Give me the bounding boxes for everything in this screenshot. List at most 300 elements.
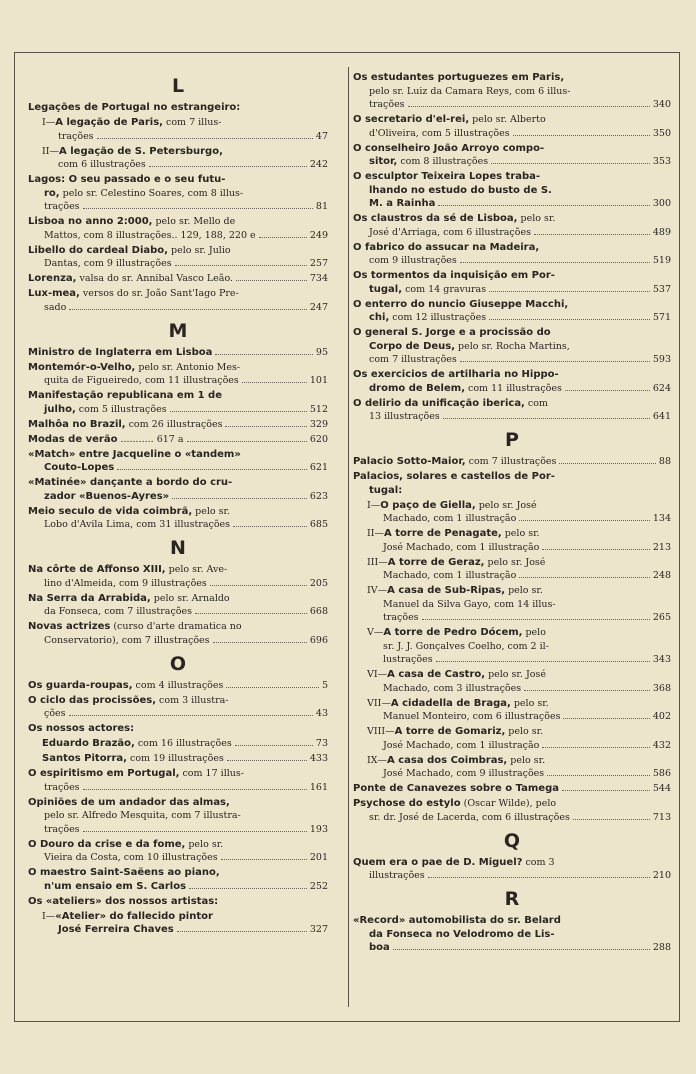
index-entry [353,212,671,239]
page-number: 327 [309,924,328,935]
entry-title: O paço de Giella, [380,499,476,511]
page-number: 624 [652,382,671,394]
entry-rest: com 3 illustra- [156,694,229,706]
dot-leader [408,100,650,107]
page-number: 350 [652,127,671,139]
page-number: 519 [652,255,671,266]
entry-prefix: I— [42,910,56,922]
entry-line [353,470,671,484]
entry-title: A cidadella de Braga, [390,697,511,709]
page-number: 621 [309,462,328,473]
entry-line [28,518,328,532]
entry-title: Palacio Sotto-Maior, [353,456,466,467]
entry-title: sitor, [369,156,398,167]
page-number: 340 [652,99,671,110]
entry-line [28,433,328,447]
dot-leader [69,303,307,310]
entry-rest: lustrações [383,654,433,665]
entry-title: Os exercicios de artilharia no Hippo- [353,369,559,380]
entry-rest: pelo sr. Alfredo Mesquita, com 7 illustra- [44,810,241,821]
entry-title: A casa de Castro, [387,669,486,680]
index-entry [28,173,328,214]
index-section [28,71,328,314]
entry-rest: (Oscar Wilde), pelo [460,798,557,809]
entry-title: Libello do cardeal Diabo, [28,244,168,256]
entry-line [42,130,328,144]
entry-rest: pelo sr. Celestino Soares, com 8 illus- [59,187,244,199]
index-entry [28,767,328,794]
entry-line [367,584,671,598]
index-subentry [353,697,671,724]
dot-leader [83,783,307,790]
entry-rest: com 7 illustrações [369,354,457,365]
page-number: 571 [652,312,671,323]
entry-title: zador «Buenos-Ayres» [44,490,170,502]
dot-leader [542,741,650,748]
entry-rest: Manuel Monteiro, com 6 illustrações [383,711,561,722]
index-entry [28,389,328,416]
entry-line [28,866,328,880]
entry-title: A torre de Penagate, [384,528,502,539]
entry-title: boa [369,942,390,953]
index-entry [28,272,328,286]
entry-line [353,410,671,424]
entry-line [367,767,671,781]
entry-rest: sr. J. J. Gonçalves Coelho, com 2 il- [383,640,549,652]
entry-line [28,634,328,648]
entry-title: tugal, [369,283,403,295]
entry-rest: com 5 illustrações [75,403,167,415]
entry-line [28,490,328,504]
index-section [353,425,671,824]
entry-title: ro, [44,187,60,199]
entry-rest: pelo sr. [505,726,544,737]
index-entry [28,101,328,115]
index-entry [28,505,328,532]
entry-rest: pelo sr. Antonio Mes- [135,361,241,373]
entry-rest: com 19 illustrações [126,753,224,764]
entry-line [367,611,671,625]
entry-title: Lux-mea, [28,288,80,299]
entry-rest: pelo sr. Rocha Martins, [455,340,570,352]
index-entry [28,418,328,432]
entry-rest: Machado, com 1 illustração [383,513,517,524]
dot-leader [172,492,307,499]
dot-leader [170,405,307,412]
entry-rest: José Machado, com 9 illustrações [383,768,545,779]
index-entry [28,346,328,360]
entry-title: Corpo de Deus, [369,340,456,352]
entry-title: Modas de verão [28,433,118,445]
page-number: 248 [652,570,671,581]
entry-line [28,476,328,490]
entry-line [28,722,328,736]
entry-line [28,173,328,187]
entry-rest: trações [44,201,80,212]
entry-line [42,923,328,937]
index-entry [28,620,328,647]
index-entry [353,455,671,469]
page-number: 734 [309,273,328,284]
index-section [353,71,671,424]
page-number: 402 [652,711,671,722]
entry-line [28,272,328,286]
entry-line [28,448,328,462]
page-number: 537 [652,283,671,295]
entry-line [28,605,328,619]
entry-rest: Machado, com 3 illustrações [383,682,522,694]
entry-line [367,527,671,541]
entry-rest: pelo sr. Mello de [152,216,236,227]
entry-rest: (curso d'arte dramatica no [110,621,242,632]
dot-leader [460,256,650,263]
entry-title: «Atelier» do fallecido pintor [55,910,213,922]
entry-rest: com [524,397,548,409]
entry-line [28,346,328,360]
entry-rest: pelo sr. José [484,556,546,568]
page-number: 88 [658,456,671,467]
dot-leader [226,681,319,688]
entry-line [367,697,671,711]
entry-rest: pelo sr. [507,754,546,766]
entry-line [28,809,328,823]
entry-line [353,170,671,184]
index-entry [353,269,671,296]
dot-leader [149,160,307,167]
entry-title: Palacios, solares e castellos de Por- [353,471,555,482]
entry-line [353,254,671,268]
dot-leader [221,853,307,860]
entry-rest: pelo sr. [510,697,549,709]
entry-rest: valsa do sr. Annibal Vasco Leão. [76,273,234,284]
entry-title: Os tormentos da inquisição em Por- [353,270,555,281]
dot-leader [189,882,307,889]
entry-title: Quem era o pae de D. Miguel? [353,856,523,868]
entry-rest: pelo sr. Alberto [469,114,546,125]
entry-line [353,269,671,283]
entry-title: A torre de Pedro Dócem, [383,627,523,638]
dot-leader [242,376,307,383]
entry-line [353,71,671,85]
entry-title: A legação de S. Petersburgo, [59,145,223,157]
entry-line [367,653,671,667]
index-subentry [28,145,328,172]
entry-line [28,229,328,243]
entry-line [353,869,671,883]
dot-leader [213,636,307,643]
dot-leader [542,543,650,550]
entry-rest: com 11 illustrações [465,382,562,394]
dot-leader [460,355,650,362]
index-entry [353,368,671,395]
entry-line [353,142,671,156]
entry-line [28,287,328,301]
entry-line [367,668,671,682]
index-entry [28,722,328,736]
entry-line [28,823,328,837]
entry-line [367,569,671,583]
index-entry [28,866,328,893]
dot-leader [210,579,307,586]
section-letter: N [170,537,186,559]
entry-line [28,781,328,795]
index-entry [353,71,671,112]
page-number: 368 [652,682,671,694]
index-subentry [353,754,671,781]
entry-title: O Douro da crise e da fome, [28,838,186,850]
entry-title: José Ferreira Chaves [58,924,174,935]
index-entry [28,563,328,590]
entry-prefix: VI— [367,669,388,680]
index-subentry [353,527,671,554]
entry-line [28,796,328,810]
entry-line [353,155,671,169]
index-subentry [353,556,671,583]
entry-title: Na côrte de Affonso XIII, [28,564,166,575]
entry-title: «Match» entre Jacqueline o «tandem» [28,448,241,460]
dot-leader [524,684,650,691]
entry-line [367,739,671,753]
entry-line [353,241,671,255]
entry-line [42,116,328,130]
index-subentry [353,725,671,752]
page-number: 433 [309,753,328,764]
entry-line [28,374,328,388]
entry-rest: Dantas, com 9 illustrações [44,258,172,269]
dot-leader [513,129,650,136]
entry-line [28,851,328,865]
entry-title: Lagos: O seu passado e o seu futu- [28,174,226,185]
entry-title: Psychose do estylo [353,798,461,809]
page-number: 95 [315,346,328,358]
entry-title: Montemór-o-Velho, [28,361,136,373]
entry-line [353,397,671,411]
index-entry [28,679,328,693]
entry-title: O fabrico do assucar na Madeira, [353,241,540,253]
entry-line [28,592,328,606]
index-entry [353,797,671,824]
index-entry [353,914,671,955]
index-entry [28,476,328,503]
page-number: 161 [309,781,328,793]
entry-line [28,200,328,214]
dot-leader [215,348,313,355]
entry-line [353,226,671,240]
entry-rest: ções [44,708,66,719]
index-subentry [353,499,671,526]
dot-leader [563,712,649,719]
entry-rest: José d'Arriaga, com 6 illustrações [369,226,531,238]
entry-line [28,361,328,375]
entry-rest: com 7 illus- [162,117,222,128]
entry-prefix: VII— [367,697,391,709]
entry-line [28,707,328,721]
page-number: 193 [309,823,328,835]
page-number: 512 [309,403,328,415]
entry-prefix: III— [367,556,388,568]
entry-prefix: VIII— [367,726,395,737]
entry-line [353,197,671,211]
entry-rest: com 9 illustrações [369,255,457,266]
index-entry [353,397,671,424]
page-number: 620 [309,433,328,445]
entry-title: Eduardo Brazão, [42,738,135,749]
page-number: 249 [309,229,328,241]
entry-line [28,694,328,708]
entry-rest: Machado, com 1 illustração [383,570,517,581]
dot-leader [227,754,307,761]
entry-line [28,389,328,403]
entry-prefix: II— [367,528,385,539]
dot-leader [235,739,313,746]
section-letter: O [169,652,187,675]
entry-line [353,85,671,99]
entry-title: Couto-Lopes [44,462,115,473]
right-column [353,71,671,956]
dot-leader [519,571,650,578]
entry-line [28,301,328,315]
entry-line [353,856,671,870]
entry-rest: com 12 illustrações [389,312,487,323]
entry-line [353,184,671,198]
entry-title: Meio seculo de vida coimbrã, [28,505,193,517]
page-number: 47 [315,130,328,142]
entry-line [353,811,671,825]
dot-leader [573,813,650,820]
entry-rest: pelo sr. Ave- [165,564,228,575]
entry-prefix: I— [367,499,381,511]
page-number: 242 [309,159,328,170]
left-column [28,71,328,938]
page-number: 489 [652,226,671,238]
entry-rest: pelo [522,627,546,638]
column-divider [348,67,349,1007]
entry-prefix: I— [42,117,56,128]
index-entry [353,241,671,268]
entry-prefix: IX— [367,754,388,766]
entry-line [353,353,671,367]
index-subentry [28,910,328,937]
entry-line [28,257,328,271]
entry-rest: pelo sr. [501,528,540,539]
dot-leader [436,655,650,662]
entry-title: Santos Pitorra, [42,753,127,764]
entry-line [42,910,328,924]
entry-prefix: V— [367,627,384,638]
entry-rest: com 8 illustrações [397,156,489,167]
dot-leader [438,199,650,206]
entry-prefix: IV— [367,585,388,596]
entry-rest: Vieira da Costa, com 10 illustrações [44,852,218,863]
entry-rest: trações [383,612,419,623]
entry-rest: sado [44,301,67,313]
entry-rest: com 16 illustrações [134,738,232,749]
entry-title: Novas actrizes [28,621,111,632]
page-number: 5 [321,679,328,691]
entry-title: chi, [369,312,390,323]
dot-leader [534,228,650,235]
page-number: 641 [652,411,671,422]
page-number: 544 [652,783,671,794]
entry-title: tugal: [369,484,403,496]
entry-rest: José Machado, com 1 illustração [383,739,540,751]
entry-title: dromo de Belem, [369,382,465,394]
page-number: 713 [652,811,671,823]
index-entry [353,142,671,169]
entry-rest: pelo sr. [505,585,543,596]
dot-leader [97,132,313,139]
entry-line [28,577,328,591]
entry-title: Ponte de Canavezes sobre o Tamega [353,783,559,794]
entry-rest: Conservatorio), com 7 illustrações [44,634,210,646]
entry-line [367,512,671,526]
entry-rest: com 3 [522,856,555,868]
entry-line [367,598,671,612]
page-number: 353 [652,156,671,167]
entry-title: n'um ensaio em S. Carlos [44,880,187,892]
entry-line [353,212,671,226]
entry-line [353,914,671,928]
index-entry [353,298,671,325]
section-letter: Q [503,829,521,852]
entry-line [353,455,671,469]
entry-line [367,682,671,696]
entry-line [353,782,671,796]
page-number: 432 [652,739,671,751]
entry-title: Os «ateliers» dos nossos artistas: [28,895,219,907]
section-letter: R [504,888,520,910]
index-entry [353,113,671,140]
entry-title: O esculptor Teixeira Lopes traba- [353,171,541,182]
entry-title: julho, [44,403,76,415]
index-entry [28,287,328,314]
entry-line [353,298,671,312]
index-entry [353,326,671,367]
page-number: 668 [309,606,328,617]
entry-title: Na Serra da Arrabida, [28,592,151,604]
dot-leader [519,514,650,521]
entry-line [353,382,671,396]
entry-line [353,326,671,340]
index-subentry [28,737,328,751]
page-number: 685 [309,519,328,530]
entry-line [353,113,671,127]
section-letter: L [171,75,185,97]
entry-title: da Fonseca no Velodromo de Lis- [369,928,555,940]
entry-title: Manifestação republicana em 1 de [28,390,222,401]
entry-title: M. a Rainha [369,198,436,209]
index-entry [353,856,671,883]
dot-leader [489,285,650,292]
entry-rest: pelo sr. [192,505,231,517]
page-number: 265 [652,612,671,623]
entry-line [367,754,671,768]
entry-line [367,710,671,724]
dot-leader [393,943,650,950]
entry-title: A casa de Sub-Ripas, [387,585,506,596]
entry-title: lhando no estudo do busto de S. [369,184,552,196]
entry-line [28,563,328,577]
dot-leader [428,871,650,878]
dot-leader [562,784,650,791]
index-entry [28,215,328,242]
dot-leader [69,709,313,716]
dot-leader [83,825,307,832]
dot-leader [233,520,307,527]
entry-line [353,941,671,955]
entry-rest: sr. dr. José de Lacerda, com 6 illustrações [369,811,570,823]
index-section [28,533,328,647]
